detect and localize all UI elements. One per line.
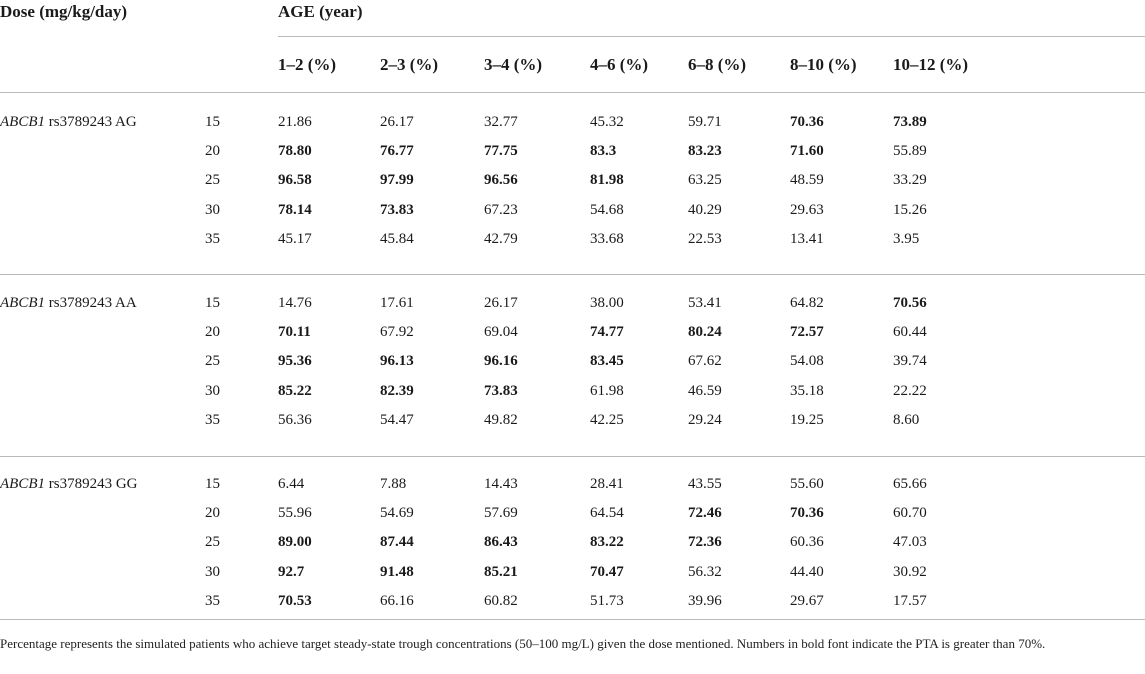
pta-value-cell: 40.29 (688, 202, 722, 218)
pta-value-cell: 83.45 (590, 353, 624, 369)
age-column-header: 3–4 (%) (484, 55, 543, 74)
pta-value-cell: 46.59 (688, 383, 722, 399)
pta-value-cell: 29.67 (790, 593, 824, 609)
pta-value-cell: 30.92 (893, 564, 927, 580)
pta-value-cell: 83.3 (590, 143, 617, 159)
age-column-header: 6–8 (%) (688, 55, 747, 74)
pta-value-cell: 15.26 (893, 202, 927, 218)
pta-value-cell: 3.95 (893, 231, 920, 247)
pta-value-cell: 45.84 (380, 231, 414, 247)
pta-value-cell: 67.23 (484, 202, 518, 218)
pta-value-cell: 74.77 (590, 324, 624, 340)
pta-value-cell: 22.53 (688, 231, 722, 247)
pta-value-cell: 51.73 (590, 593, 624, 609)
gene-name: ABCB1 (0, 114, 45, 130)
pta-value-cell: 54.69 (380, 505, 414, 521)
pta-value-cell: 87.44 (380, 534, 414, 550)
pta-value-cell: 73.89 (893, 114, 927, 130)
pta-value-cell: 42.79 (484, 231, 518, 247)
pta-value-cell: 49.82 (484, 412, 518, 428)
dose-cell: 15 (205, 476, 220, 492)
pta-value-cell: 73.83 (484, 383, 518, 399)
pta-value-cell: 67.62 (688, 353, 722, 369)
pta-value-cell: 55.60 (790, 476, 824, 492)
pta-value-cell: 70.11 (278, 324, 311, 340)
genotype-label (0, 111, 137, 133)
pta-value-cell: 47.03 (893, 534, 927, 550)
pta-value-cell: 85.22 (278, 383, 312, 399)
pta-value-cell: 78.80 (278, 143, 312, 159)
pta-value-cell: 56.36 (278, 412, 312, 428)
pta-value-cell: 55.89 (893, 143, 927, 159)
dose-cell: 35 (205, 231, 220, 247)
pta-value-cell: 76.77 (380, 143, 414, 159)
age-column-header: 10–12 (%) (893, 55, 969, 74)
pta-value-cell: 35.18 (790, 383, 824, 399)
genotype-label (0, 292, 137, 314)
pta-value-cell: 65.66 (893, 476, 927, 492)
pta-value-cell: 91.48 (380, 564, 414, 580)
age-column-header: 8–10 (%) (790, 55, 857, 74)
pta-value-cell: 96.13 (380, 353, 414, 369)
pta-value-cell: 60.36 (790, 534, 824, 550)
dose-cell: 30 (205, 383, 220, 399)
pta-value-cell: 67.92 (380, 324, 414, 340)
pta-value-cell: 70.56 (893, 295, 927, 311)
pta-value-cell: 95.36 (278, 353, 312, 369)
dose-cell: 30 (205, 202, 220, 218)
pta-value-cell: 32.77 (484, 114, 518, 130)
pta-value-cell: 64.82 (790, 295, 824, 311)
dose-cell: 35 (205, 593, 220, 609)
group-divider (0, 274, 1145, 275)
pta-value-cell: 85.21 (484, 564, 518, 580)
pta-value-cell: 48.59 (790, 172, 824, 188)
pta-value-cell: 70.36 (790, 505, 824, 521)
age-column-header: 2–3 (%) (380, 55, 439, 74)
dose-cell: 25 (205, 353, 220, 369)
table-bottom-rule (0, 619, 1145, 620)
pta-value-cell: 61.98 (590, 383, 624, 399)
pta-value-cell: 29.24 (688, 412, 722, 428)
pta-value-cell: 78.14 (278, 202, 312, 218)
dose-cell: 20 (205, 324, 220, 340)
pta-value-cell: 92.7 (278, 564, 305, 580)
pta-value-cell: 59.71 (688, 114, 722, 130)
pta-value-cell: 72.46 (688, 505, 722, 521)
pta-value-cell: 83.22 (590, 534, 624, 550)
pta-value-cell: 17.57 (893, 593, 927, 609)
pta-value-cell: 54.68 (590, 202, 624, 218)
variant-name: rs3789243 AG (45, 114, 137, 130)
pta-value-cell: 33.29 (893, 172, 927, 188)
pta-value-cell: 43.55 (688, 476, 722, 492)
age-group-header: AGE (year) (278, 2, 363, 21)
pta-value-cell: 96.56 (484, 172, 518, 188)
pta-value-cell: 21.86 (278, 114, 312, 130)
dose-cell: 35 (205, 412, 220, 428)
pta-value-cell: 72.36 (688, 534, 722, 550)
pta-value-cell: 83.23 (688, 143, 722, 159)
pta-value-cell: 97.99 (380, 172, 414, 188)
pta-value-cell: 44.40 (790, 564, 824, 580)
pta-value-cell: 45.17 (278, 231, 312, 247)
pta-value-cell: 22.22 (893, 383, 927, 399)
pta-value-cell: 86.43 (484, 534, 518, 550)
pta-value-cell: 89.00 (278, 534, 312, 550)
pta-value-cell: 70.53 (278, 593, 312, 609)
pta-value-cell: 96.16 (484, 353, 518, 369)
pta-value-cell: 70.36 (790, 114, 824, 130)
pta-value-cell: 71.60 (790, 143, 824, 159)
genotype-label (0, 473, 138, 495)
dose-cell: 25 (205, 534, 220, 550)
pta-value-cell: 17.61 (380, 295, 414, 311)
pta-value-cell: 81.98 (590, 172, 624, 188)
pta-value-cell: 72.57 (790, 324, 824, 340)
pta-value-cell: 55.96 (278, 505, 312, 521)
pta-value-cell: 60.70 (893, 505, 927, 521)
group-divider (0, 456, 1145, 457)
dose-cell: 30 (205, 564, 220, 580)
pta-value-cell: 13.41 (790, 231, 824, 247)
pta-value-cell: 60.44 (893, 324, 927, 340)
pta-value-cell: 53.41 (688, 295, 722, 311)
pta-value-cell: 80.24 (688, 324, 722, 340)
gene-name: ABCB1 (0, 476, 45, 492)
pta-value-cell: 66.16 (380, 593, 414, 609)
pta-value-cell: 26.17 (380, 114, 414, 130)
pta-value-cell: 19.25 (790, 412, 824, 428)
pta-value-cell: 54.08 (790, 353, 824, 369)
pta-value-cell: 56.32 (688, 564, 722, 580)
dose-column-header: Dose (mg/kg/day) (0, 2, 128, 21)
dose-cell: 15 (205, 114, 220, 130)
age-column-header: 4–6 (%) (590, 55, 649, 74)
pta-value-cell: 69.04 (484, 324, 518, 340)
pta-value-cell: 39.96 (688, 593, 722, 609)
table-footnote: Percentage represents the simulated patients who achieve target steady-state trough concentrations (50–100 mg/L) given the dose mentioned. Numbers in bold font indicate the PTA is greater than 70%. (0, 636, 1046, 651)
pta-value-cell: 8.60 (893, 412, 920, 428)
pta-value-cell: 77.75 (484, 143, 518, 159)
pta-value-cell: 60.82 (484, 593, 518, 609)
pta-value-cell: 26.17 (484, 295, 518, 311)
pta-value-cell: 82.39 (380, 383, 414, 399)
dose-cell: 20 (205, 505, 220, 521)
header-bottom-rule (0, 92, 1145, 93)
pta-value-cell: 96.58 (278, 172, 312, 188)
pta-value-cell: 73.83 (380, 202, 414, 218)
pta-value-cell: 54.47 (380, 412, 414, 428)
pta-value-cell: 28.41 (590, 476, 624, 492)
pta-value-cell: 6.44 (278, 476, 305, 492)
pta-value-cell: 14.76 (278, 295, 312, 311)
pta-value-cell: 33.68 (590, 231, 624, 247)
dose-cell: 20 (205, 143, 220, 159)
pta-value-cell: 42.25 (590, 412, 624, 428)
pta-value-cell: 29.63 (790, 202, 824, 218)
pta-value-cell: 64.54 (590, 505, 624, 521)
variant-name: rs3789243 GG (45, 476, 138, 492)
dose-cell: 15 (205, 295, 220, 311)
pta-value-cell: 14.43 (484, 476, 518, 492)
pta-value-cell: 7.88 (380, 476, 407, 492)
pta-value-cell: 39.74 (893, 353, 927, 369)
gene-name: ABCB1 (0, 295, 45, 311)
variant-name: rs3789243 AA (45, 295, 137, 311)
pta-value-cell: 38.00 (590, 295, 624, 311)
age-column-header: 1–2 (%) (278, 55, 337, 74)
pta-value-cell: 63.25 (688, 172, 722, 188)
pta-value-cell: 57.69 (484, 505, 518, 521)
pta-value-cell: 70.47 (590, 564, 624, 580)
pta-value-cell: 45.32 (590, 114, 624, 130)
header-subrule (278, 36, 1145, 37)
dose-cell: 25 (205, 172, 220, 188)
